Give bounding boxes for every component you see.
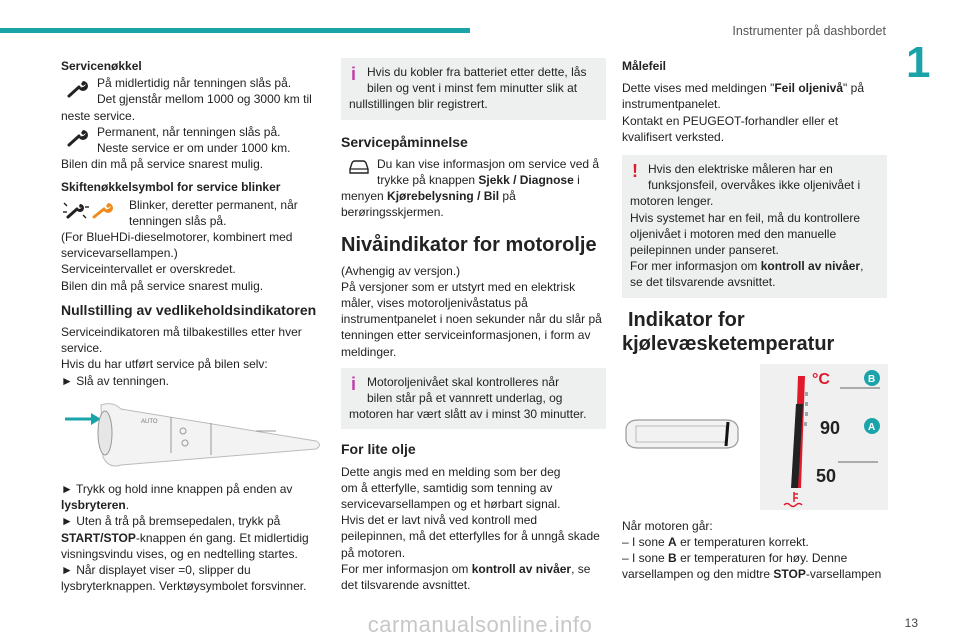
chapter-number: 1: [906, 38, 931, 87]
wrench1-line-2: Det gjenstår mellom 1000 og 3000 km til: [97, 92, 312, 107]
svg-text:B: B: [868, 373, 876, 385]
wrench-row-1: [61, 75, 326, 107]
reset-line-3: Hvis du har utført service på bilen selv:: [61, 357, 268, 372]
step-2: ► Trykk og hold inne knappen på enden av lysbryteren.: [61, 482, 293, 513]
info-note-2: i Motoroljenivået skal kontrolleres når bilen står på et vannrett underlag, og motoren har vært slått av i minst 30 minutter.: [341, 368, 606, 430]
reset-line-1: Serviceindikatoren må tilbakestilles etter hver: [61, 325, 302, 340]
temperature-gauge: [760, 364, 888, 510]
blink-tail-4: Bilen din må på service snarest mulig.: [61, 278, 264, 293]
orange-wrench-icon: [91, 199, 121, 221]
blink-tail-3: Serviceintervallet er overskredet.: [61, 262, 236, 277]
oil-heading: Nivåindikator for motorolje: [341, 233, 597, 256]
svg-text:A: A: [868, 421, 876, 433]
svg-text:AUTO: AUTO: [141, 418, 158, 425]
warning-note: ! Hvis den elektriske måleren har en funksjonsfeil, overvåkes ikke oljenivået i motoren lenger. Hvis systemet har en feil, må du kontrollere oljenivået i motoren med den manuelle peilepinnen under panseret. For mer informasjon om kontroll av nivåer, se det tilsvarende avsnittet.: [622, 155, 887, 298]
info-icon: i: [351, 64, 357, 84]
coolant-heading: Indikator for kjølevæsketemperatur: [622, 308, 835, 355]
blink-line-1: Blinker, deretter permanent, når: [129, 197, 298, 212]
car-service-icon: [341, 156, 377, 188]
low-oil-heading: For lite olje: [341, 441, 416, 458]
blink-tail-1: (For BlueHDi-dieselmotorer, kombinert med: [61, 230, 293, 245]
wrench-row-2: [61, 124, 326, 156]
info-note-1: i Hvis du kobler fra batteriet etter dette, lås bilen og vent i minst fem minutter slik at nullstillingen blir registrert.: [341, 58, 606, 120]
servicenokkel-heading: Servicenøkkel: [61, 59, 142, 73]
blink-tail-2: servicevarsellampen.): [61, 246, 178, 261]
reminder-heading: Servicepåminnelse: [341, 133, 468, 150]
page-header-title: Instrumenter på dashbordet: [732, 24, 886, 38]
wrench1-line-1: På midlertidig når tenningen slås på.: [97, 76, 292, 91]
column-3: Målefeil Dette vises med meldingen "Feil oljenivå" på instrumentpanelet. Kontakt en PEUGEOT-forhandler eller et kvalifisert verksted. ! Hvis den elektriske måleren har en funksjonsfeil, overvåkes ikke oljenivået i motoren lenger. Hvis systemet har en feil, må du kontrollere oljenivået i motoren med den manuelle peilepinnen under panseret. For mer informasjon om kontroll av nivåer, se det tilsvarende avsnittet. Indikator for kjølevæsketemperatur °C 90 50 B A Når motoren går: – I sone A er temperaturen korrekt. – I sone B er temperaturen for høy. Denne varsellampen og den midtre STOP-varsellampen: [622, 58, 887, 582]
column-1: [61, 58, 326, 594]
wrench2-line-2: Neste service er om under 1000 km.: [97, 141, 291, 156]
wrench-icon: [61, 75, 97, 107]
coolant-figure: [622, 364, 887, 510]
instrument-cluster-outline: [622, 414, 742, 454]
skift-heading: Skiftenøkkelsymbol for service blinker: [61, 180, 281, 195]
reset-heading: Nullstilling av vedlikeholdsindikatoren: [61, 301, 317, 318]
reminder-row: Du kan vise informasjon om service ved å trykke på knappen Sjekk / Diagnose i: [341, 156, 606, 188]
gauge-50: 50: [816, 465, 837, 486]
blinking-wrench-icons: [61, 197, 129, 229]
warning-icon: !: [632, 161, 638, 182]
step-1: ► Slå av tenningen.: [61, 373, 169, 388]
reset-line-2: service.: [61, 341, 103, 356]
fault-heading: Målefeil: [622, 59, 667, 73]
wrench2-line-1: Permanent, når tenningen slås på.: [97, 124, 281, 139]
blink-row: [61, 197, 326, 229]
wrench1-tail: neste service.: [61, 108, 136, 123]
page-number: 13: [904, 616, 918, 630]
step-4: ► Når displayet viser =0, slipper du lysbryterknappen. Verktøysymbolet forsvinner.: [61, 563, 307, 594]
wrench-icon: [61, 124, 97, 156]
column-2: i Hvis du kobler fra batteriet etter dette, lås bilen og vent i minst fem minutter slik at nullstillingen blir registrert. Servicepåminnelse Du kan vise informasjon om service ved å trykke på knappen Sjekk / Diagnose i menyen Kjørebelysning / Bil på berøringsskjermen. Nivåindikator for motorolje (Avhengig av versjon.) På versjoner som er utstyrt med en elektrisk måler, vises motoroljenivåstatus på instrumentpanelet i noen sekunder når du slår på tenningen etter serviceinformasjonen, i form av meldinger. i Motoroljenivået skal kontrolleres når bilen står på et vannrett underlag, og motoren har vært slått av i minst 30 minutter. For lite olje Dette angis med en melding som ber deg om å etterfylle, samtidig som tenning av servicevarsellampen og et hørbart signal. Hvis det er lavt nivå ved kontroll med peilepinnen, må det etterfylles for å unngå skade på motoren. For mer informasjon om kontroll av nivåer, se det tilsvarende avsnittet.: [341, 58, 606, 593]
blink-line-2: tenningen slås på.: [129, 213, 227, 228]
wrench2-tail: Bilen din må på service snarest mulig.: [61, 157, 264, 172]
light-switch-figure: [61, 397, 326, 473]
watermark: carmanualsonline.info: [367, 612, 593, 637]
info-icon: i: [351, 373, 357, 394]
header-accent-bar: [0, 28, 470, 33]
blinking-wrench-icon: [61, 199, 91, 221]
gauge-90: 90: [820, 417, 841, 438]
gauge-unit: °C: [812, 370, 830, 388]
step-3: ► Uten å trå på bremsepedalen, trykk på START/STOP-knappen én gang. Et midlertidig visningsvindu vises, og en nedtelling startes.: [61, 514, 309, 561]
